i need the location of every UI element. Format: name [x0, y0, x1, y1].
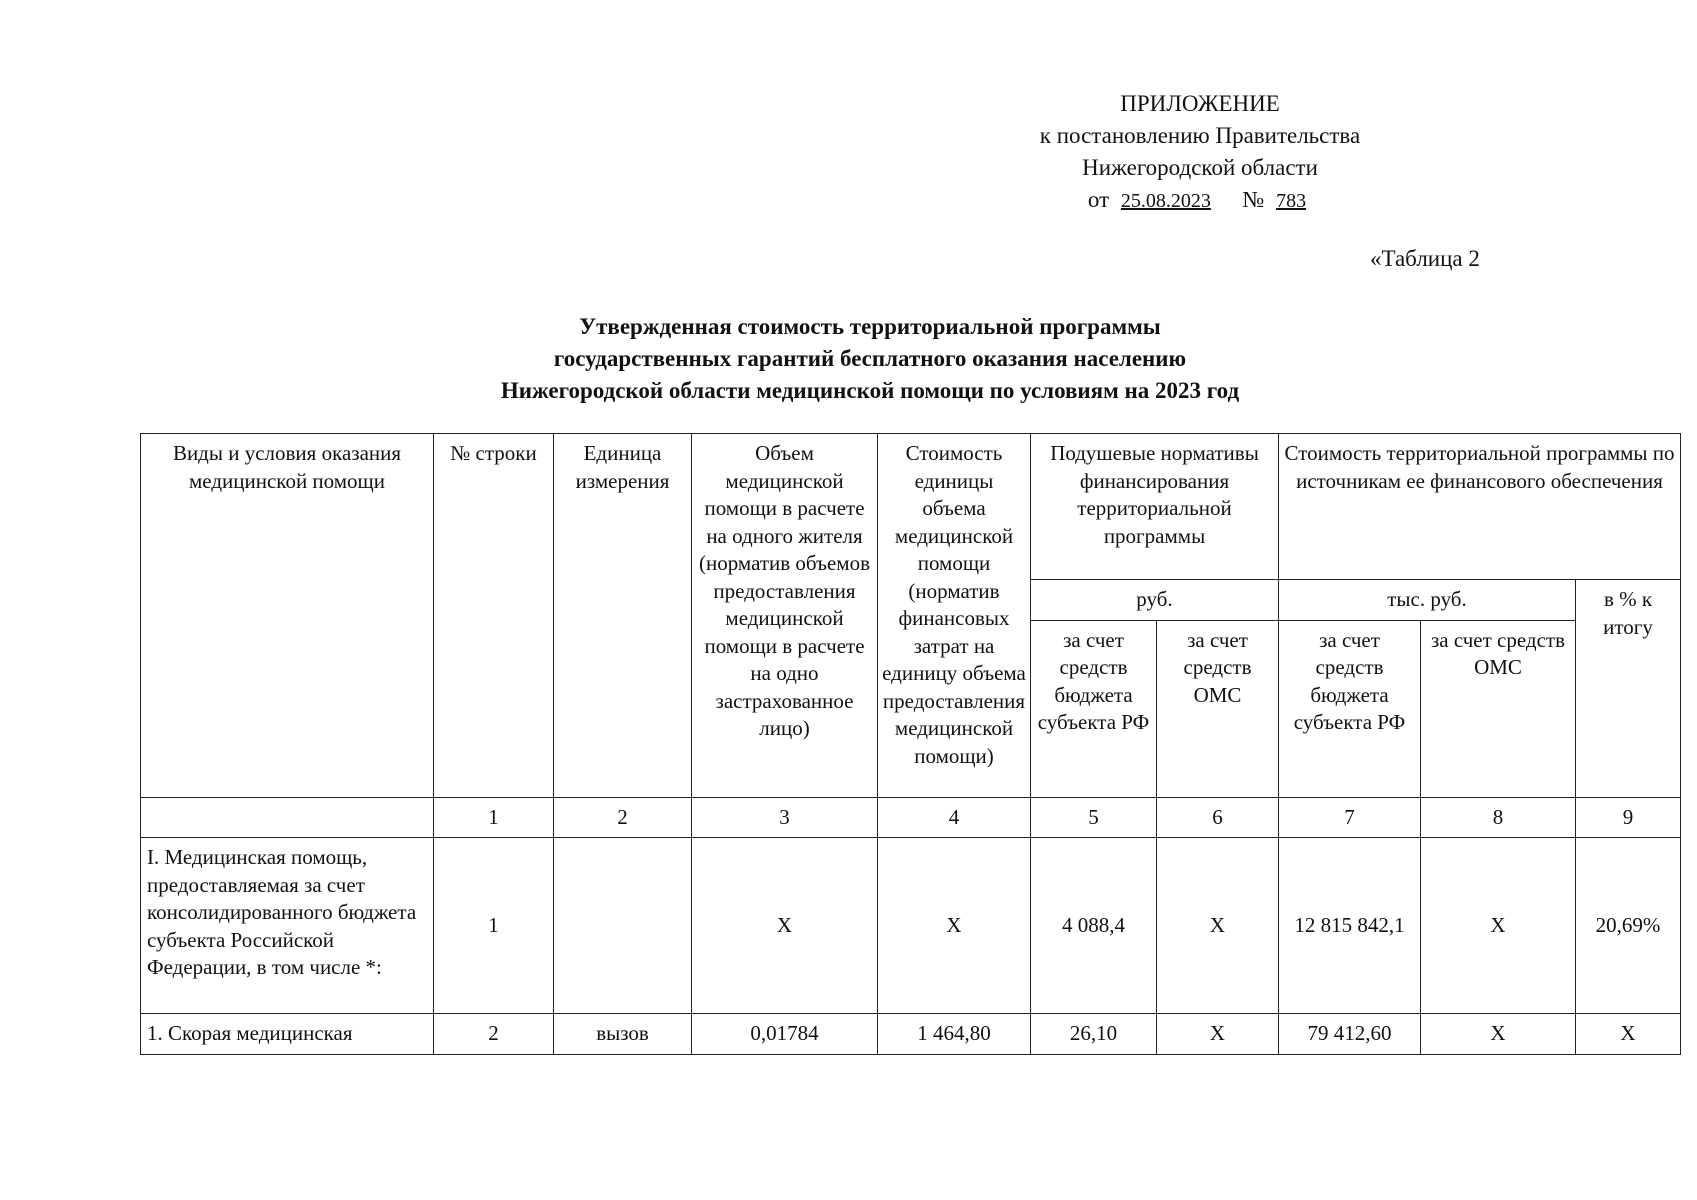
row-cost: 1 464,80 [878, 1014, 1031, 1055]
column-number: 1 [434, 797, 554, 838]
row-oms-rub: X [1157, 838, 1279, 1014]
row-oms-rub: X [1157, 1014, 1279, 1055]
column-number-row [141, 797, 1681, 838]
column-number: 9 [1576, 797, 1681, 838]
row-cost: X [878, 838, 1031, 1014]
column-number: 8 [1421, 797, 1576, 838]
header-unit: Единица измерения [554, 434, 692, 798]
header-budget-rub: за счет средств бюджета субъекта РФ [1031, 620, 1157, 797]
header-volume: Объем медицинской помощи в расчете на одного жителя (норматив объемов предоставления медицинской помощи в расчете на одно застрахованное лицо) [692, 434, 878, 798]
row-budget-thous: 12 815 842,1 [1279, 838, 1421, 1014]
row-budget-thous: 79 412,60 [1279, 1014, 1421, 1055]
header-per-capita: Подушевые нормативы финансирования территориальной программы [1031, 434, 1279, 580]
header-row-number: № строки [434, 434, 554, 798]
resolution-date: 25.08.2023 [1120, 190, 1211, 212]
header-thous-rub: тыс. руб. [1279, 580, 1576, 621]
title-line-2: государственных гарантий бесплатного оказания населению [553, 346, 1187, 371]
appendix-line-1: к постановлению Правительства [1039, 123, 1361, 148]
row-name: I. Медицинская помощь, предоставляемая за счет консолидированного бюджета субъекта Российской Федерации, в том числе *: [141, 838, 434, 1014]
table-label: «Таблица 2 [1370, 246, 1480, 271]
cost-table [140, 433, 1681, 1055]
date-prefix: от [1087, 187, 1110, 212]
row-percent: X [1576, 1014, 1681, 1055]
title-line-3: Нижегородской области медицинской помощи по условиям на 2023 год [500, 378, 1240, 403]
column-number: 6 [1157, 797, 1279, 838]
header-kinds: Виды и условия оказания медицинской помощи [141, 434, 434, 798]
row-line-number: 2 [434, 1014, 554, 1055]
appendix-line-2: Нижегородской области [1082, 155, 1318, 180]
row-budget-rub: 26,10 [1031, 1014, 1157, 1055]
row-budget-rub: 4 088,4 [1031, 838, 1157, 1014]
appendix-block [980, 88, 1420, 217]
row-volume: X [692, 838, 878, 1014]
row-unit: вызов [554, 1014, 692, 1055]
header-program-cost: Стоимость территориальной программы по источникам ее финансового обеспечения [1279, 434, 1681, 580]
row-volume: 0,01784 [692, 1014, 878, 1055]
header-cost: Стоимость единицы объема медицинской помощи (норматив финансовых затрат на единицу объема предоставления медицинской помощи) [878, 434, 1031, 798]
column-number: 4 [878, 797, 1031, 838]
column-number-empty [141, 797, 434, 838]
header-rub: руб. [1031, 580, 1279, 621]
table-row [141, 1014, 1681, 1055]
column-number: 5 [1031, 797, 1157, 838]
row-unit [554, 838, 692, 1014]
row-oms-thous: X [1421, 838, 1576, 1014]
row-percent: 20,69% [1576, 838, 1681, 1014]
column-number: 7 [1279, 797, 1421, 838]
resolution-number: 783 [1276, 190, 1307, 212]
document-title [140, 311, 1600, 407]
appendix-date-line [980, 184, 1420, 217]
header-oms-thous: за счет средств ОМС [1421, 620, 1576, 797]
number-sign: № [1242, 187, 1265, 212]
header-percent: в % к итогу [1576, 580, 1681, 798]
row-line-number: 1 [434, 838, 554, 1014]
table-row [141, 838, 1681, 1014]
row-name: 1. Скорая медицинская [141, 1014, 434, 1055]
title-line-1: Утвержденная стоимость территориальной программы [579, 314, 1161, 339]
column-number: 2 [554, 797, 692, 838]
row-oms-thous: X [1421, 1014, 1576, 1055]
appendix-title: ПРИЛОЖЕНИЕ [1120, 91, 1280, 116]
header-row-1 [141, 434, 1681, 580]
column-number: 3 [692, 797, 878, 838]
header-oms-rub: за счет средств ОМС [1157, 620, 1279, 797]
header-budget-thous: за счет средств бюджета субъекта РФ [1279, 620, 1421, 797]
